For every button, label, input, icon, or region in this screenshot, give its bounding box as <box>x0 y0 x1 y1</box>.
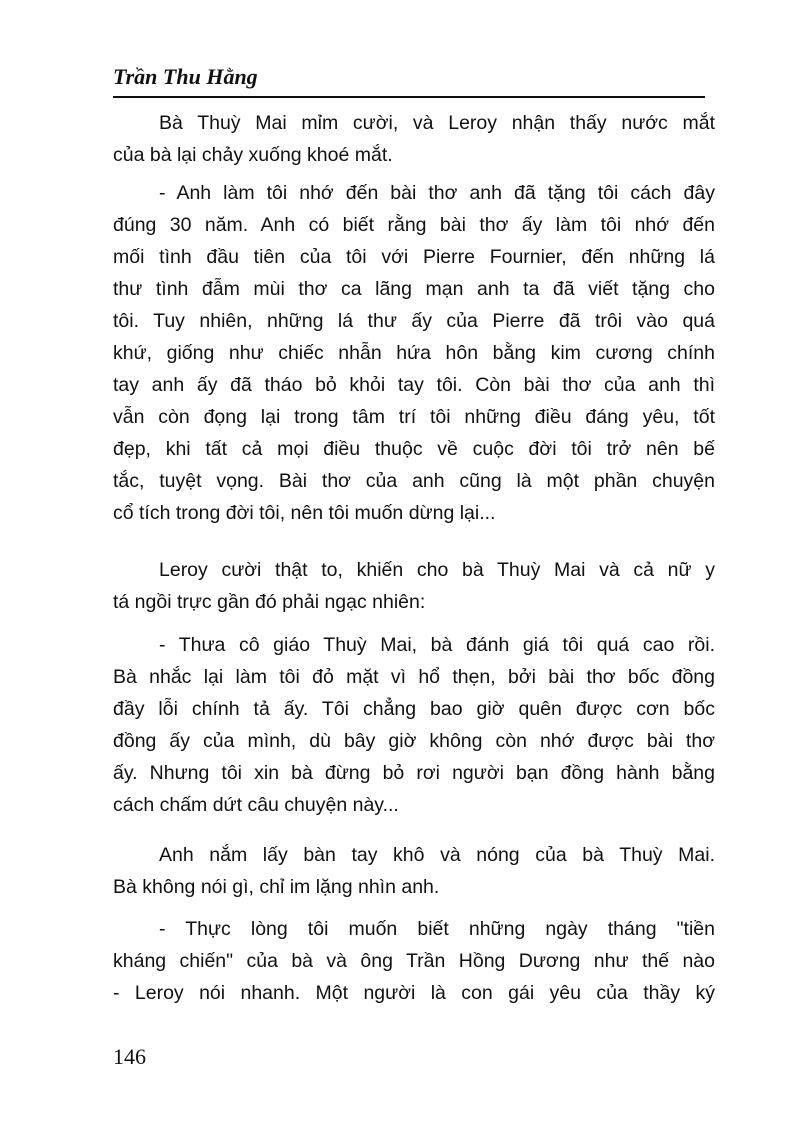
text-line: cách chấm dứt câu chuyện này... <box>113 794 399 816</box>
running-header <box>113 60 705 98</box>
text-line: Bà nhắc lại làm tôi đỏ mặt vì hổ thẹn, bởi bài thơ bốc đồng <box>113 666 715 688</box>
text-line: đầy lỗi chính tả ấy. Tôi chẳng bao giờ quên được cơn bốc <box>113 698 715 720</box>
text-line: đồng ấy của mình, dù bây giờ không còn nhớ được bài thơ <box>113 730 715 752</box>
text-line: ấy. Nhưng tôi xin bà đừng bỏ rơi người bạn đồng hành bằng <box>113 762 715 784</box>
text-line: kháng chiến" của bà và ông Trần Hồng Dương như thế nào <box>113 950 715 972</box>
text-line: cổ tích trong đời tôi, nên tôi muốn dừng lại... <box>113 502 496 524</box>
page-number: 146 <box>113 1044 146 1069</box>
text-line: của bà lại chảy xuống khoé mắt. <box>113 144 393 166</box>
text-line: - Thực lòng tôi muốn biết những ngày tháng "tiền <box>159 918 715 940</box>
text-line: đúng 30 năm. Anh có biết rằng bài thơ ấy làm tôi nhớ đến <box>113 214 715 236</box>
paragraph <box>113 913 715 1009</box>
text-line: mối tình đầu tiên của tôi với Pierre Fournier, đến những lá <box>113 246 715 268</box>
text-line: - Anh làm tôi nhớ đến bài thơ anh đã tặng tôi cách đây <box>159 182 715 204</box>
text-line: - Thưa cô giáo Thuỳ Mai, bà đánh giá tôi quá cao rồi. <box>159 634 715 656</box>
paragraph <box>113 107 715 171</box>
text-line: - Leroy nói nhanh. Một người là con gái yêu của thầy ký <box>113 982 715 1004</box>
text-line: khứ, giống như chiếc nhẫn hứa hôn bằng kim cương chính <box>113 342 715 364</box>
paragraph <box>113 629 715 821</box>
running-title: Trần Thu Hằng <box>113 64 258 89</box>
paragraph <box>113 839 715 903</box>
text-line: Bà Thuỳ Mai mỉm cười, và Leroy nhận thấy nước mắt <box>159 112 715 134</box>
paragraph <box>113 554 715 618</box>
text-line: thư tình đẫm mùi thơ ca lãng mạn anh ta đã viết tặng cho <box>113 278 715 300</box>
text-line: đẹp, khi tất cả mọi điều thuộc về cuộc đời tôi trở nên bế <box>113 438 715 460</box>
text-line: vẫn còn đọng lại trong tâm trí tôi những điều đáng yêu, tốt <box>113 406 715 428</box>
text-line: tá ngồi trực gần đó phải ngạc nhiên: <box>113 591 426 613</box>
text-line: Anh nắm lấy bàn tay khô và nóng của bà Thuỳ Mai. <box>159 844 715 866</box>
text-line: Leroy cười thật to, khiến cho bà Thuỳ Mai và cả nữ y <box>159 559 715 581</box>
text-line: Bà không nói gì, chỉ im lặng nhìn anh. <box>113 876 440 898</box>
text-line: tắc, tuyệt vọng. Bài thơ của anh cũng là một phần chuyện <box>113 470 715 492</box>
page-body <box>113 107 715 1009</box>
text-line: tay anh ấy đã tháo bỏ khỏi tay tôi. Còn bài thơ của anh thì <box>113 374 715 396</box>
text-line: tôi. Tuy nhiên, những lá thư ấy của Pierre đã trôi vào quá <box>113 310 715 332</box>
paragraph <box>113 177 715 529</box>
